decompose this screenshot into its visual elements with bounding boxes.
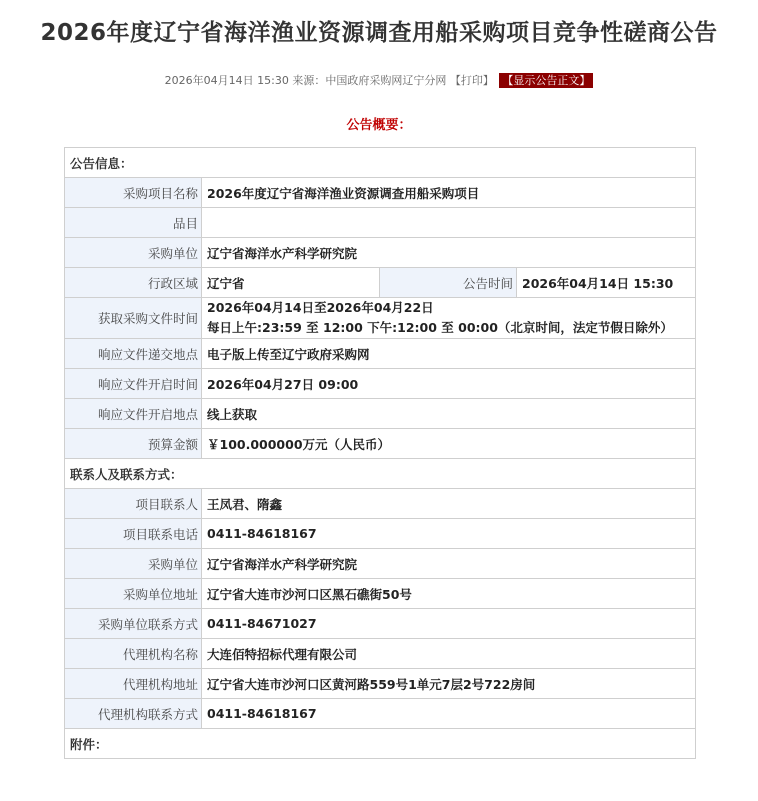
show-full-text-button[interactable]: 【显示公告正文】: [499, 73, 593, 88]
value-project-contact: 王凤君、隋鑫: [202, 489, 696, 519]
label-agency-address: 代理机构地址: [65, 669, 202, 699]
value-open-place: 线上获取: [202, 399, 696, 429]
value-agency-address: 辽宁省大连市沙河口区黄河路559号1单元7层2号722房间: [202, 669, 696, 699]
label-agency-name: 代理机构名称: [65, 639, 202, 669]
label-region: 行政区域: [65, 268, 202, 298]
value-submit-place: 电子版上传至辽宁政府采购网: [202, 339, 696, 369]
source-label: 来源：: [292, 74, 326, 87]
meta-line: [0, 72, 758, 88]
row-budget: [65, 429, 696, 459]
label-purchaser-address: 采购单位地址: [65, 579, 202, 609]
summary-heading: 公告概要：: [346, 118, 412, 133]
label-purchaser-phone: 采购单位联系方式: [65, 609, 202, 639]
label-project-contact: 项目联系人: [65, 489, 202, 519]
value-budget: ￥100.000000万元（人民币）: [202, 429, 696, 459]
row-purchaser: [65, 238, 696, 268]
value-region: 辽宁省: [202, 268, 380, 298]
row-project-contact: [65, 489, 696, 519]
row-purchaser-address: [65, 579, 696, 609]
announcement-info-table: [64, 147, 696, 759]
section-row-contacts: [65, 459, 696, 489]
row-project-phone: [65, 519, 696, 549]
value-announce-time: 2026年04月14日 15:30: [517, 268, 696, 298]
row-category: [65, 208, 696, 238]
label-submit-place: 响应文件递交地点: [65, 339, 202, 369]
label-open-place: 响应文件开启地点: [65, 399, 202, 429]
row-submit-place: [65, 339, 696, 369]
value-doc-time: [202, 298, 696, 339]
page-title: 2026年度辽宁省海洋渔业资源调查用船采购项目竞争性磋商公告: [40, 20, 718, 46]
section-row-info: [65, 148, 696, 178]
value-purchaser-address: 辽宁省大连市沙河口区黑石礁街50号: [202, 579, 696, 609]
row-agency-name: [65, 639, 696, 669]
label-contact-purchaser: 采购单位: [65, 549, 202, 579]
label-project-phone: 项目联系电话: [65, 519, 202, 549]
row-project-name: [65, 178, 696, 208]
value-agency-phone: 0411-84618167: [202, 699, 696, 729]
publish-datetime: 2026年04月14日 15:30: [164, 74, 289, 87]
label-project-name: 采购项目名称: [65, 178, 202, 208]
row-region: [65, 268, 696, 298]
row-open-place: [65, 399, 696, 429]
value-category: [202, 208, 696, 238]
label-open-time: 响应文件开启时间: [65, 369, 202, 399]
value-agency-name: 大连佰特招标代理有限公司: [202, 639, 696, 669]
section-heading-info: 公告信息：: [65, 148, 696, 178]
row-agency-address: [65, 669, 696, 699]
doc-time-hours: 每日上午:23:59 至 12:00 下午:12:00 至 00:00（北京时间，法定节假日除外）: [207, 320, 673, 335]
row-contact-purchaser: [65, 549, 696, 579]
label-agency-phone: 代理机构联系方式: [65, 699, 202, 729]
section-row-attachments: [65, 729, 696, 759]
value-contact-purchaser: 辽宁省海洋水产科学研究院: [202, 549, 696, 579]
label-budget: 预算金额: [65, 429, 202, 459]
row-agency-phone: [65, 699, 696, 729]
section-heading-contacts: 联系人及联系方式：: [65, 459, 696, 489]
label-category: 品目: [65, 208, 202, 238]
value-open-time: 2026年04月27日 09:00: [202, 369, 696, 399]
row-open-time: [65, 369, 696, 399]
value-purchaser: 辽宁省海洋水产科学研究院: [202, 238, 696, 268]
label-doc-time: 获取采购文件时间: [65, 298, 202, 339]
section-heading-attachments: 附件：: [65, 729, 696, 759]
doc-time-range: 2026年04月14日至2026年04月22日: [207, 300, 434, 315]
print-link[interactable]: 【打印】: [449, 74, 494, 87]
value-project-name: 2026年度辽宁省海洋渔业资源调查用船采购项目: [202, 178, 696, 208]
row-doc-time: [65, 298, 696, 339]
source-link[interactable]: 中国政府采购网辽宁分网: [325, 74, 447, 87]
value-purchaser-phone: 0411-84671027: [202, 609, 696, 639]
label-announce-time: 公告时间: [380, 268, 517, 298]
label-purchaser: 采购单位: [65, 238, 202, 268]
row-purchaser-phone: [65, 609, 696, 639]
value-project-phone: 0411-84618167: [202, 519, 696, 549]
